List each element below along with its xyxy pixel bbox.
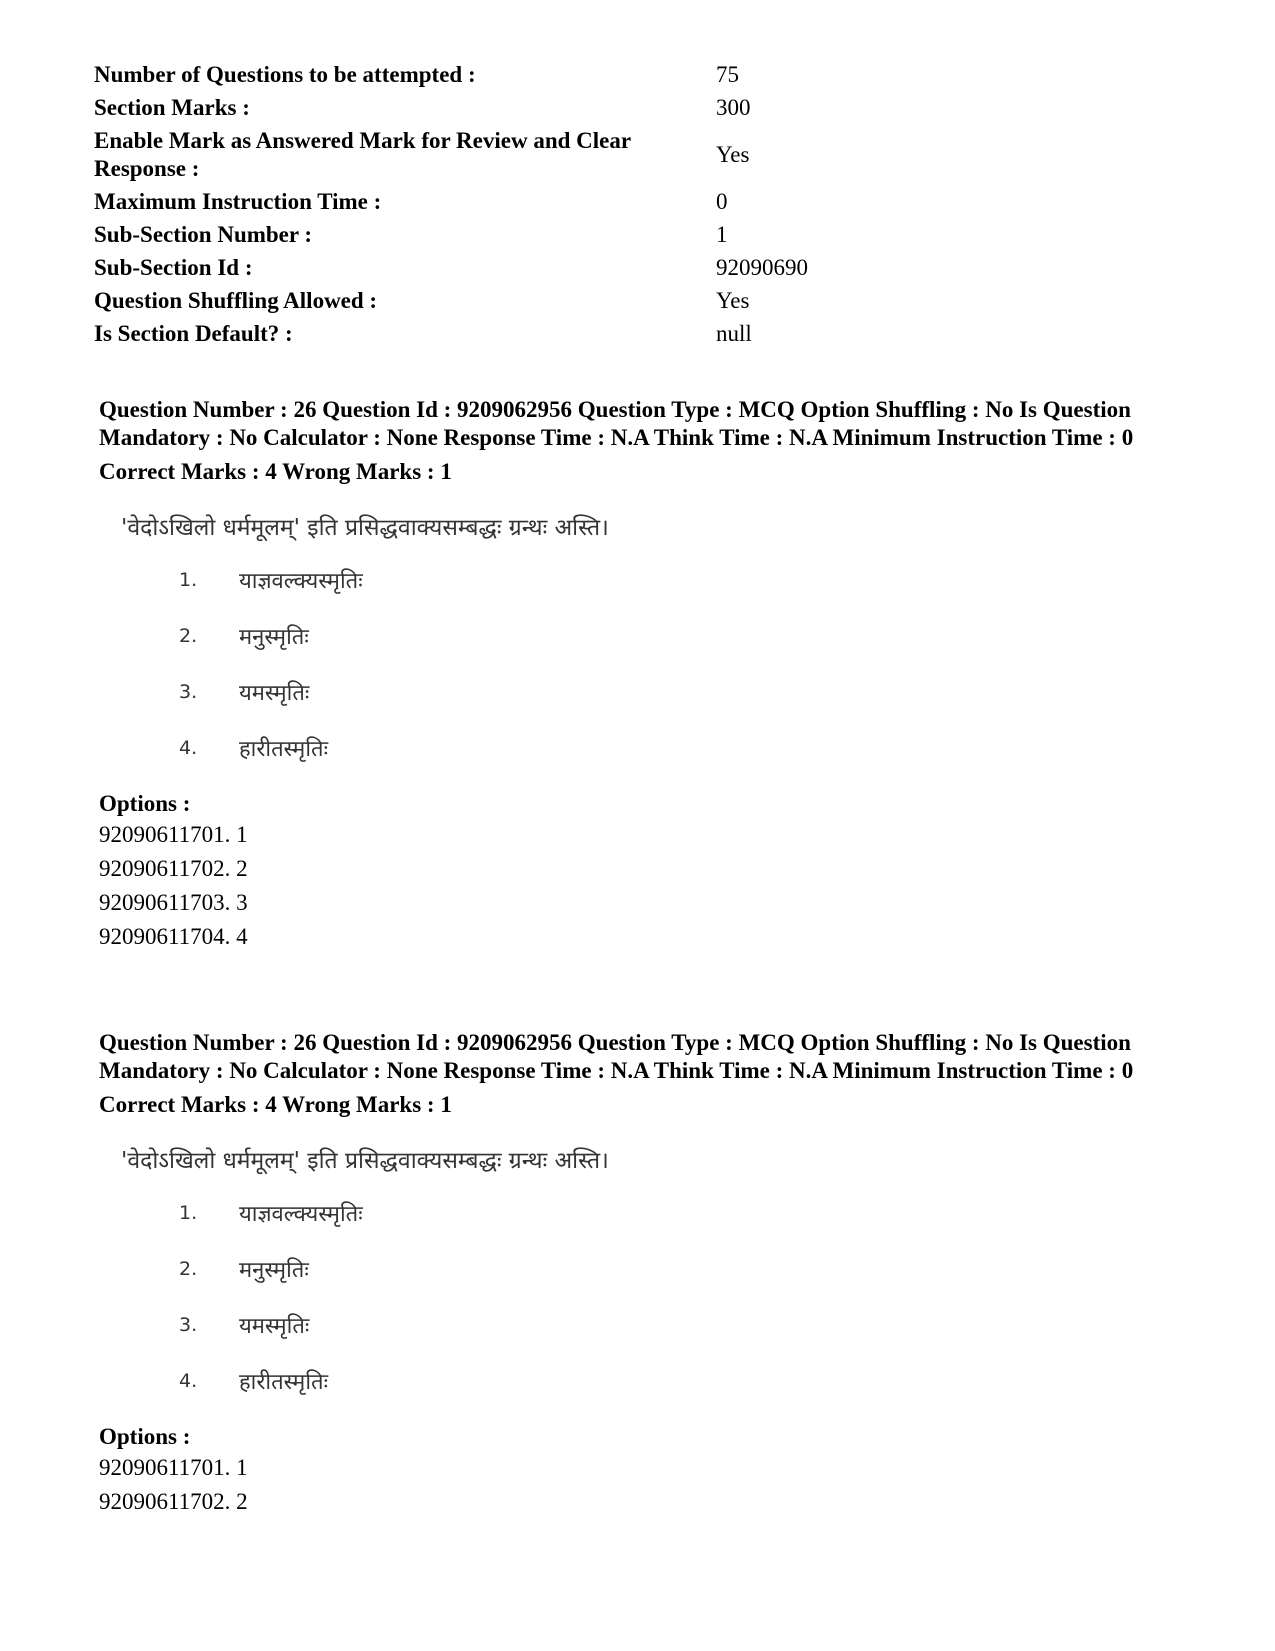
info-label: Question Shuffling Allowed : (94, 288, 378, 313)
choice-number: 1. (179, 1202, 198, 1224)
option-id: 92090611703. 3 (99, 890, 248, 915)
option-id: 92090611702. 2 (99, 1489, 248, 1514)
question-text: 'वेदोऽखिलो धर्ममूलम्' इति प्रसिद्धवाक्यसम्बद्धः ग्रन्थः अस्ति। (121, 1148, 609, 1174)
choice-text: यमस्मृतिः (239, 1314, 310, 1339)
info-row (94, 251, 854, 284)
choice-number: 2. (179, 1258, 198, 1280)
info-value: Yes (716, 142, 750, 167)
option-id: 92090611704. 4 (99, 924, 248, 949)
info-value: null (716, 321, 752, 346)
info-row (94, 284, 854, 317)
choice-item (179, 1185, 1139, 1241)
info-value: 1 (716, 222, 728, 247)
choice-item (179, 1297, 1139, 1353)
question-header: Question Number : 26 Question Id : 9209062956 Question Type : MCQ Option Shuffling : No Is Question Mandatory : No Calculator : None Response Time : N.A Think Time : N.A Minimum Instruction Time : 0 (99, 397, 1134, 450)
info-label: Number of Questions to be attempted : (94, 62, 476, 87)
section-info-table (94, 58, 854, 350)
options-label: Options : (99, 1424, 191, 1449)
info-row (94, 58, 854, 91)
choice-list (99, 552, 1139, 776)
choice-item (179, 1353, 1139, 1409)
info-label: Section Marks : (94, 95, 250, 120)
info-row (94, 185, 854, 218)
choice-text: मनुस्मृतिः (239, 625, 309, 650)
info-label: Enable Mark as Answered Mark for Review and Clear Response : (94, 128, 631, 181)
choice-text: मनुस्मृतिः (239, 1258, 309, 1283)
question-text: 'वेदोऽखिलो धर्ममूलम्' इति प्रसिद्धवाक्यसम्बद्धः ग्रन्थः अस्ति। (121, 515, 609, 541)
info-label: Is Section Default? : (94, 321, 293, 346)
info-row (94, 218, 854, 251)
choice-item (179, 552, 1139, 608)
option-id: 92090611701. 1 (99, 822, 248, 847)
question-block (99, 1029, 1139, 1519)
info-value: 92090690 (716, 255, 808, 280)
info-value: Yes (716, 288, 750, 313)
info-label: Sub-Section Number : (94, 222, 313, 247)
choice-number: 3. (179, 681, 198, 703)
info-row (94, 91, 854, 124)
choice-number: 4. (179, 1370, 198, 1392)
choice-number: 1. (179, 569, 198, 591)
info-value: 300 (716, 95, 751, 120)
question-block (99, 396, 1139, 954)
choice-number: 2. (179, 625, 198, 647)
choice-number: 3. (179, 1314, 198, 1336)
choice-text: याज्ञवल्क्यस्मृतिः (239, 569, 363, 594)
info-row (94, 317, 854, 350)
choice-item (179, 608, 1139, 664)
info-label: Sub-Section Id : (94, 255, 253, 280)
choice-text: हारीतस्मृतिः (239, 1370, 329, 1395)
info-label: Maximum Instruction Time : (94, 189, 382, 214)
choice-item (179, 664, 1139, 720)
info-value: 0 (716, 189, 728, 214)
options-label: Options : (99, 791, 191, 816)
question-marks: Correct Marks : 4 Wrong Marks : 1 (99, 1092, 452, 1117)
option-id: 92090611701. 1 (99, 1455, 248, 1480)
option-id: 92090611702. 2 (99, 856, 248, 881)
choice-text: यमस्मृतिः (239, 681, 310, 706)
choice-number: 4. (179, 737, 198, 759)
choice-item (179, 1241, 1139, 1297)
choice-item (179, 720, 1139, 776)
question-marks: Correct Marks : 4 Wrong Marks : 1 (99, 459, 452, 484)
choice-text: हारीतस्मृतिः (239, 737, 329, 762)
choice-list (99, 1185, 1139, 1409)
info-row (94, 124, 854, 185)
question-header: Question Number : 26 Question Id : 9209062956 Question Type : MCQ Option Shuffling : No Is Question Mandatory : No Calculator : None Response Time : N.A Think Time : N.A Minimum Instruction Time : 0 (99, 1030, 1134, 1083)
info-value: 75 (716, 62, 739, 87)
choice-text: याज्ञवल्क्यस्मृतिः (239, 1202, 363, 1227)
